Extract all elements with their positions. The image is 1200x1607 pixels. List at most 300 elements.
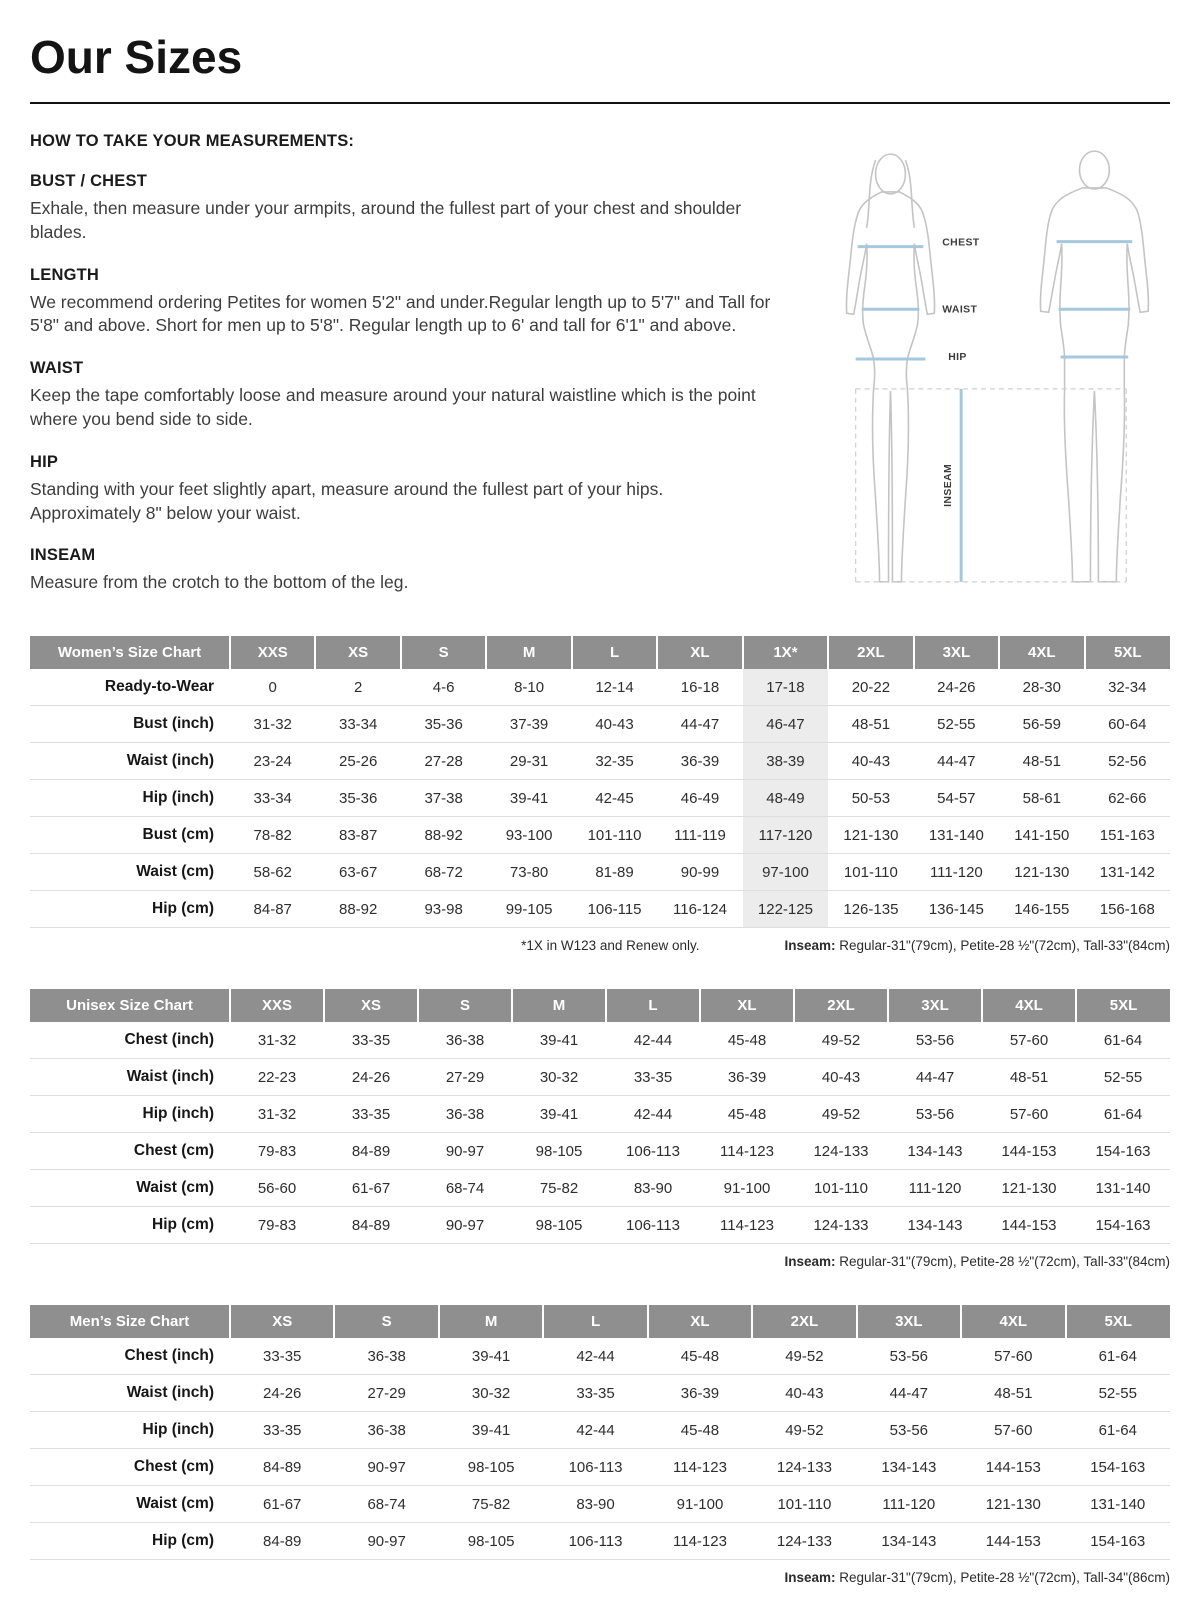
size-cell: 45-48	[648, 1412, 752, 1449]
size-cell: 134-143	[888, 1133, 982, 1170]
title-divider	[30, 102, 1170, 104]
size-cell: 84-89	[230, 1523, 334, 1560]
section-title: INSEAM	[30, 546, 96, 565]
size-cell: 97-100	[743, 854, 828, 891]
row-label: Chest (cm)	[30, 1449, 230, 1486]
woman-head	[876, 154, 906, 194]
size-column-header: S	[334, 1305, 438, 1338]
table-header-row	[30, 1305, 1170, 1338]
size-cell: 28-30	[999, 669, 1084, 706]
size-cell: 144-153	[961, 1449, 1065, 1486]
size-cell: 131-140	[914, 817, 999, 854]
size-cell: 88-92	[401, 817, 486, 854]
size-cell: 131-142	[1085, 854, 1170, 891]
size-cell: 144-153	[961, 1523, 1065, 1560]
size-cell: 42-45	[572, 780, 657, 817]
size-cell: 122-125	[743, 891, 828, 928]
size-column-header: 2XL	[828, 636, 913, 669]
womens-chart-footnotes	[30, 938, 1170, 953]
section-bust-chest	[30, 172, 778, 245]
size-cell: 84-87	[230, 891, 315, 928]
table-row	[30, 1096, 1170, 1133]
size-cell: 101-110	[794, 1170, 888, 1207]
footnote-1x: *1X in W123 and Renew only.	[521, 938, 700, 953]
size-cell: 84-89	[324, 1207, 418, 1244]
hip-label: HIP	[948, 352, 967, 364]
size-cell: 111-120	[857, 1486, 961, 1523]
row-label: Waist (inch)	[30, 1059, 230, 1096]
size-column-header: 5XL	[1085, 636, 1170, 669]
size-cell: 54-57	[914, 780, 999, 817]
size-cell: 33-35	[606, 1059, 700, 1096]
size-cell: 44-47	[914, 743, 999, 780]
size-cell: 45-48	[648, 1338, 752, 1375]
table-row	[30, 1412, 1170, 1449]
section-inseam	[30, 546, 778, 595]
size-column-header: 2XL	[794, 989, 888, 1022]
size-cell: 156-168	[1085, 891, 1170, 928]
size-column-header: L	[543, 1305, 647, 1338]
size-cell: 39-41	[439, 1412, 543, 1449]
man-head	[1080, 151, 1110, 189]
mens-size-chart	[30, 1305, 1170, 1560]
row-label: Hip (inch)	[30, 1412, 230, 1449]
size-column-header: S	[418, 989, 512, 1022]
row-label: Chest (cm)	[30, 1133, 230, 1170]
section-length	[30, 266, 778, 339]
size-cell: 98-105	[512, 1133, 606, 1170]
table-row	[30, 669, 1170, 706]
inseam-note-label: Inseam:	[784, 1570, 836, 1585]
size-cell: 39-41	[512, 1096, 606, 1133]
table-row	[30, 1170, 1170, 1207]
size-cell: 117-120	[743, 817, 828, 854]
size-cell: 35-36	[401, 706, 486, 743]
size-cell: 37-38	[401, 780, 486, 817]
page-title: Our Sizes	[30, 31, 243, 83]
size-cell: 44-47	[888, 1059, 982, 1096]
size-cell: 48-51	[961, 1375, 1065, 1412]
size-cell: 53-56	[888, 1096, 982, 1133]
size-cell: 154-163	[1076, 1133, 1170, 1170]
size-cell: 33-35	[324, 1022, 418, 1059]
size-cell: 146-155	[999, 891, 1084, 928]
inseam-note-text: Regular-31"(79cm), Petite-28 ½"(72cm), Tall-33"(84cm)	[835, 938, 1170, 953]
size-column-header: XS	[324, 989, 418, 1022]
size-cell: 30-32	[512, 1059, 606, 1096]
size-cell: 151-163	[1085, 817, 1170, 854]
table-title: Women’s Size Chart	[30, 636, 230, 669]
waist-label: WAIST	[942, 304, 978, 316]
size-cell: 124-133	[752, 1449, 856, 1486]
size-cell: 121-130	[982, 1170, 1076, 1207]
size-cell: 49-52	[752, 1338, 856, 1375]
size-cell: 114-123	[648, 1449, 752, 1486]
size-cell: 79-83	[230, 1207, 324, 1244]
size-cell: 33-35	[230, 1338, 334, 1375]
size-column-header: 2XL	[752, 1305, 856, 1338]
inseam-note-text: Regular-31"(79cm), Petite-28 ½"(72cm), Tall-34"(86cm)	[835, 1570, 1170, 1585]
size-cell: 42-44	[543, 1412, 647, 1449]
size-cell: 40-43	[572, 706, 657, 743]
section-waist	[30, 359, 778, 432]
size-cell: 40-43	[752, 1375, 856, 1412]
size-cell: 31-32	[230, 1022, 324, 1059]
size-cell: 106-113	[543, 1449, 647, 1486]
size-cell: 154-163	[1066, 1449, 1171, 1486]
size-cell: 53-56	[857, 1338, 961, 1375]
size-cell: 91-100	[648, 1486, 752, 1523]
size-column-header: 5XL	[1066, 1305, 1171, 1338]
row-label: Hip (cm)	[30, 1207, 230, 1244]
size-cell: 106-113	[543, 1523, 647, 1560]
size-cell: 114-123	[648, 1523, 752, 1560]
size-cell: 98-105	[439, 1449, 543, 1486]
size-cell: 124-133	[794, 1207, 888, 1244]
size-cell: 57-60	[961, 1412, 1065, 1449]
size-cell: 46-49	[657, 780, 742, 817]
inseam-note-label: Inseam:	[784, 1254, 836, 1269]
size-cell: 38-39	[743, 743, 828, 780]
table-title: Men’s Size Chart	[30, 1305, 230, 1338]
table-row	[30, 780, 1170, 817]
size-cell: 44-47	[657, 706, 742, 743]
size-cell: 52-55	[1076, 1059, 1170, 1096]
size-cell: 90-97	[418, 1133, 512, 1170]
size-cell: 36-38	[334, 1412, 438, 1449]
row-label: Bust (cm)	[30, 817, 230, 854]
inseam-note	[784, 1254, 1170, 1269]
size-cell: 136-145	[914, 891, 999, 928]
size-cell: 42-44	[606, 1022, 700, 1059]
size-cell: 8-10	[486, 669, 571, 706]
table-row	[30, 1133, 1170, 1170]
table-row	[30, 1022, 1170, 1059]
size-cell: 131-140	[1076, 1170, 1170, 1207]
size-cell: 61-64	[1066, 1412, 1171, 1449]
size-cell: 91-100	[700, 1170, 794, 1207]
size-cell: 44-47	[857, 1375, 961, 1412]
size-cell: 121-130	[961, 1486, 1065, 1523]
size-cell: 99-105	[486, 891, 571, 928]
size-cell: 68-74	[418, 1170, 512, 1207]
section-title: BUST / CHEST	[30, 172, 147, 190]
size-cell: 22-23	[230, 1059, 324, 1096]
size-cell: 42-44	[543, 1338, 647, 1375]
table-row	[30, 817, 1170, 854]
size-cell: 121-130	[828, 817, 913, 854]
size-cell: 48-49	[743, 780, 828, 817]
size-column-header: 3XL	[857, 1305, 961, 1338]
size-cell: 134-143	[857, 1449, 961, 1486]
size-cell: 36-39	[648, 1375, 752, 1412]
size-cell: 78-82	[230, 817, 315, 854]
size-cell: 90-99	[657, 854, 742, 891]
size-column-header: XXS	[230, 989, 324, 1022]
size-cell: 106-115	[572, 891, 657, 928]
size-column-header: L	[572, 636, 657, 669]
size-column-header: XL	[648, 1305, 752, 1338]
inseam-note	[784, 1570, 1170, 1585]
size-cell: 2	[315, 669, 400, 706]
size-cell: 63-67	[315, 854, 400, 891]
size-cell: 36-38	[418, 1096, 512, 1133]
size-cell: 36-39	[700, 1059, 794, 1096]
size-cell: 17-18	[743, 669, 828, 706]
unisex-size-chart	[30, 989, 1170, 1244]
row-label: Waist (inch)	[30, 1375, 230, 1412]
size-cell: 24-26	[324, 1059, 418, 1096]
size-cell: 32-35	[572, 743, 657, 780]
size-cell: 114-123	[700, 1207, 794, 1244]
size-cell: 83-90	[543, 1486, 647, 1523]
row-label: Bust (inch)	[30, 706, 230, 743]
size-cell: 106-113	[606, 1133, 700, 1170]
size-cell: 37-39	[486, 706, 571, 743]
section-hip	[30, 453, 778, 526]
row-label: Hip (inch)	[30, 780, 230, 817]
size-cell: 23-24	[230, 743, 315, 780]
size-cell: 31-32	[230, 1096, 324, 1133]
size-cell: 116-124	[657, 891, 742, 928]
size-cell: 46-47	[743, 706, 828, 743]
size-cell: 154-163	[1076, 1207, 1170, 1244]
size-column-header: XXS	[230, 636, 315, 669]
section-body: Measure from the crotch to the bottom of the leg.	[30, 572, 409, 593]
size-cell: 24-26	[230, 1375, 334, 1412]
size-cell: 48-51	[999, 743, 1084, 780]
size-column-header: 3XL	[888, 989, 982, 1022]
table-row	[30, 891, 1170, 928]
size-column-header: 1X*	[743, 636, 828, 669]
size-cell: 90-97	[334, 1449, 438, 1486]
table-row	[30, 1338, 1170, 1375]
size-cell: 50-53	[828, 780, 913, 817]
size-cell: 101-110	[752, 1486, 856, 1523]
size-cell: 16-18	[657, 669, 742, 706]
size-cell: 49-52	[752, 1412, 856, 1449]
size-cell: 68-74	[334, 1486, 438, 1523]
size-cell: 57-60	[982, 1022, 1076, 1059]
section-title: LENGTH	[30, 265, 100, 284]
body-outlines	[846, 151, 1148, 582]
woman-hair-left	[867, 160, 876, 228]
size-cell: 93-100	[486, 817, 571, 854]
size-cell: 35-36	[315, 780, 400, 817]
size-cell: 114-123	[700, 1133, 794, 1170]
size-cell: 33-34	[230, 780, 315, 817]
inseam-label: INSEAM	[943, 463, 955, 507]
size-column-header: 4XL	[961, 1305, 1065, 1338]
how-to-heading: HOW TO TAKE YOUR MEASUREMENTS:	[30, 132, 355, 150]
size-cell: 84-89	[324, 1133, 418, 1170]
inseam-note	[784, 938, 1170, 953]
table-row	[30, 1059, 1170, 1096]
inseam-note-text: Regular-31"(79cm), Petite-28 ½"(72cm), Tall-33"(84cm)	[835, 1254, 1170, 1269]
size-cell: 45-48	[700, 1022, 794, 1059]
size-cell: 61-64	[1076, 1022, 1170, 1059]
size-cell: 81-89	[572, 854, 657, 891]
size-cell: 48-51	[828, 706, 913, 743]
size-cell: 24-26	[914, 669, 999, 706]
size-cell: 12-14	[572, 669, 657, 706]
size-cell: 53-56	[857, 1412, 961, 1449]
man-outline	[1040, 188, 1148, 582]
row-label: Waist (cm)	[30, 1170, 230, 1207]
size-cell: 36-38	[334, 1338, 438, 1375]
size-column-header: 5XL	[1076, 989, 1170, 1022]
size-cell: 90-97	[334, 1523, 438, 1560]
size-cell: 131-140	[1066, 1486, 1171, 1523]
measurement-instructions	[30, 130, 778, 600]
size-cell: 0	[230, 669, 315, 706]
size-cell: 134-143	[857, 1523, 961, 1560]
size-cell: 154-163	[1066, 1523, 1171, 1560]
size-cell: 27-29	[334, 1375, 438, 1412]
table-header-row	[30, 989, 1170, 1022]
size-cell: 141-150	[999, 817, 1084, 854]
table-title: Unisex Size Chart	[30, 989, 230, 1022]
size-cell: 134-143	[888, 1207, 982, 1244]
size-cell: 25-26	[315, 743, 400, 780]
measurement-figure	[796, 130, 1174, 600]
size-cell: 144-153	[982, 1133, 1076, 1170]
size-cell: 20-22	[828, 669, 913, 706]
size-column-header: XL	[700, 989, 794, 1022]
size-column-header: XS	[315, 636, 400, 669]
table-row	[30, 1375, 1170, 1412]
size-cell: 36-38	[418, 1022, 512, 1059]
size-cell: 36-39	[657, 743, 742, 780]
size-cell: 58-61	[999, 780, 1084, 817]
size-cell: 83-90	[606, 1170, 700, 1207]
inseam-note-label: Inseam:	[784, 938, 836, 953]
size-cell: 101-110	[828, 854, 913, 891]
size-cell: 33-35	[543, 1375, 647, 1412]
table-header-row	[30, 636, 1170, 669]
size-cell: 48-51	[982, 1059, 1076, 1096]
size-column-header: 4XL	[999, 636, 1084, 669]
row-label: Hip (inch)	[30, 1096, 230, 1133]
unisex-chart-footnotes	[30, 1254, 1170, 1269]
size-column-header: S	[401, 636, 486, 669]
size-cell: 4-6	[401, 669, 486, 706]
size-cell: 33-35	[324, 1096, 418, 1133]
size-column-header: 4XL	[982, 989, 1076, 1022]
size-cell: 84-89	[230, 1449, 334, 1486]
measurement-figure-illustration	[796, 132, 1174, 600]
table-row	[30, 854, 1170, 891]
measurement-instructions-row	[30, 130, 1170, 600]
row-label: Chest (inch)	[30, 1022, 230, 1059]
size-cell: 61-67	[324, 1170, 418, 1207]
size-cell: 39-41	[512, 1022, 606, 1059]
size-cell: 52-55	[1066, 1375, 1171, 1412]
row-label: Waist (inch)	[30, 743, 230, 780]
size-cell: 32-34	[1085, 669, 1170, 706]
table-row	[30, 1449, 1170, 1486]
size-cell: 60-64	[1085, 706, 1170, 743]
size-cell: 56-59	[999, 706, 1084, 743]
size-cell: 144-153	[982, 1207, 1076, 1244]
size-cell: 40-43	[828, 743, 913, 780]
row-label: Waist (cm)	[30, 1486, 230, 1523]
size-cell: 121-130	[999, 854, 1084, 891]
size-cell: 111-119	[657, 817, 742, 854]
size-cell: 39-41	[439, 1338, 543, 1375]
size-cell: 57-60	[961, 1338, 1065, 1375]
size-cell: 56-60	[230, 1170, 324, 1207]
size-cell: 49-52	[794, 1096, 888, 1133]
size-cell: 31-32	[230, 706, 315, 743]
size-column-header: M	[512, 989, 606, 1022]
size-cell: 68-72	[401, 854, 486, 891]
size-column-header: XL	[657, 636, 742, 669]
row-label: Chest (inch)	[30, 1338, 230, 1375]
size-cell: 88-92	[315, 891, 400, 928]
woman-hair-right	[905, 160, 914, 228]
size-cell: 73-80	[486, 854, 571, 891]
table-row	[30, 1486, 1170, 1523]
size-cell: 126-135	[828, 891, 913, 928]
size-cell: 111-120	[914, 854, 999, 891]
chest-label: CHEST	[942, 237, 980, 249]
size-cell: 79-83	[230, 1133, 324, 1170]
size-column-header: XS	[230, 1305, 334, 1338]
size-cell: 124-133	[794, 1133, 888, 1170]
section-title: HIP	[30, 452, 59, 471]
table-row	[30, 1523, 1170, 1560]
size-cell: 57-60	[982, 1096, 1076, 1133]
size-cell: 40-43	[794, 1059, 888, 1096]
row-label: Waist (cm)	[30, 854, 230, 891]
womens-size-chart	[30, 636, 1170, 928]
section-body: We recommend ordering Petites for women 5'2" and under.Regular length up to 5'7" and Tall for 5'8" and above. Short for men up to 5'8". Regular length up to 6' and tall for 6'1" and above.	[30, 291, 771, 336]
size-cell: 49-52	[794, 1022, 888, 1059]
size-cell: 29-31	[486, 743, 571, 780]
size-cell: 106-113	[606, 1207, 700, 1244]
section-body: Exhale, then measure under your armpits, around the fullest part of your chest and shoulder blades.	[30, 198, 742, 242]
section-body: Standing with your feet slightly apart, measure around the fullest part of your hips. Approximately 8" below your waist.	[30, 478, 664, 523]
size-column-header: 3XL	[914, 636, 999, 669]
row-label: Hip (cm)	[30, 891, 230, 928]
size-cell: 90-97	[418, 1207, 512, 1244]
section-title: WAIST	[30, 359, 84, 378]
size-cell: 75-82	[439, 1486, 543, 1523]
size-column-header: L	[606, 989, 700, 1022]
size-cell: 61-67	[230, 1486, 334, 1523]
size-cell: 98-105	[512, 1207, 606, 1244]
row-label: Ready-to-Wear	[30, 669, 230, 706]
size-cell: 52-56	[1085, 743, 1170, 780]
table-row	[30, 743, 1170, 780]
size-cell: 52-55	[914, 706, 999, 743]
size-cell: 27-28	[401, 743, 486, 780]
size-cell: 75-82	[512, 1170, 606, 1207]
size-cell: 83-87	[315, 817, 400, 854]
guide-lines	[856, 389, 1127, 582]
size-cell: 58-62	[230, 854, 315, 891]
size-cell: 30-32	[439, 1375, 543, 1412]
size-cell: 62-66	[1085, 780, 1170, 817]
size-cell: 124-133	[752, 1523, 856, 1560]
size-cell: 33-35	[230, 1412, 334, 1449]
size-column-header: M	[439, 1305, 543, 1338]
size-cell: 93-98	[401, 891, 486, 928]
size-cell: 111-120	[888, 1170, 982, 1207]
size-cell: 53-56	[888, 1022, 982, 1059]
table-row	[30, 1207, 1170, 1244]
